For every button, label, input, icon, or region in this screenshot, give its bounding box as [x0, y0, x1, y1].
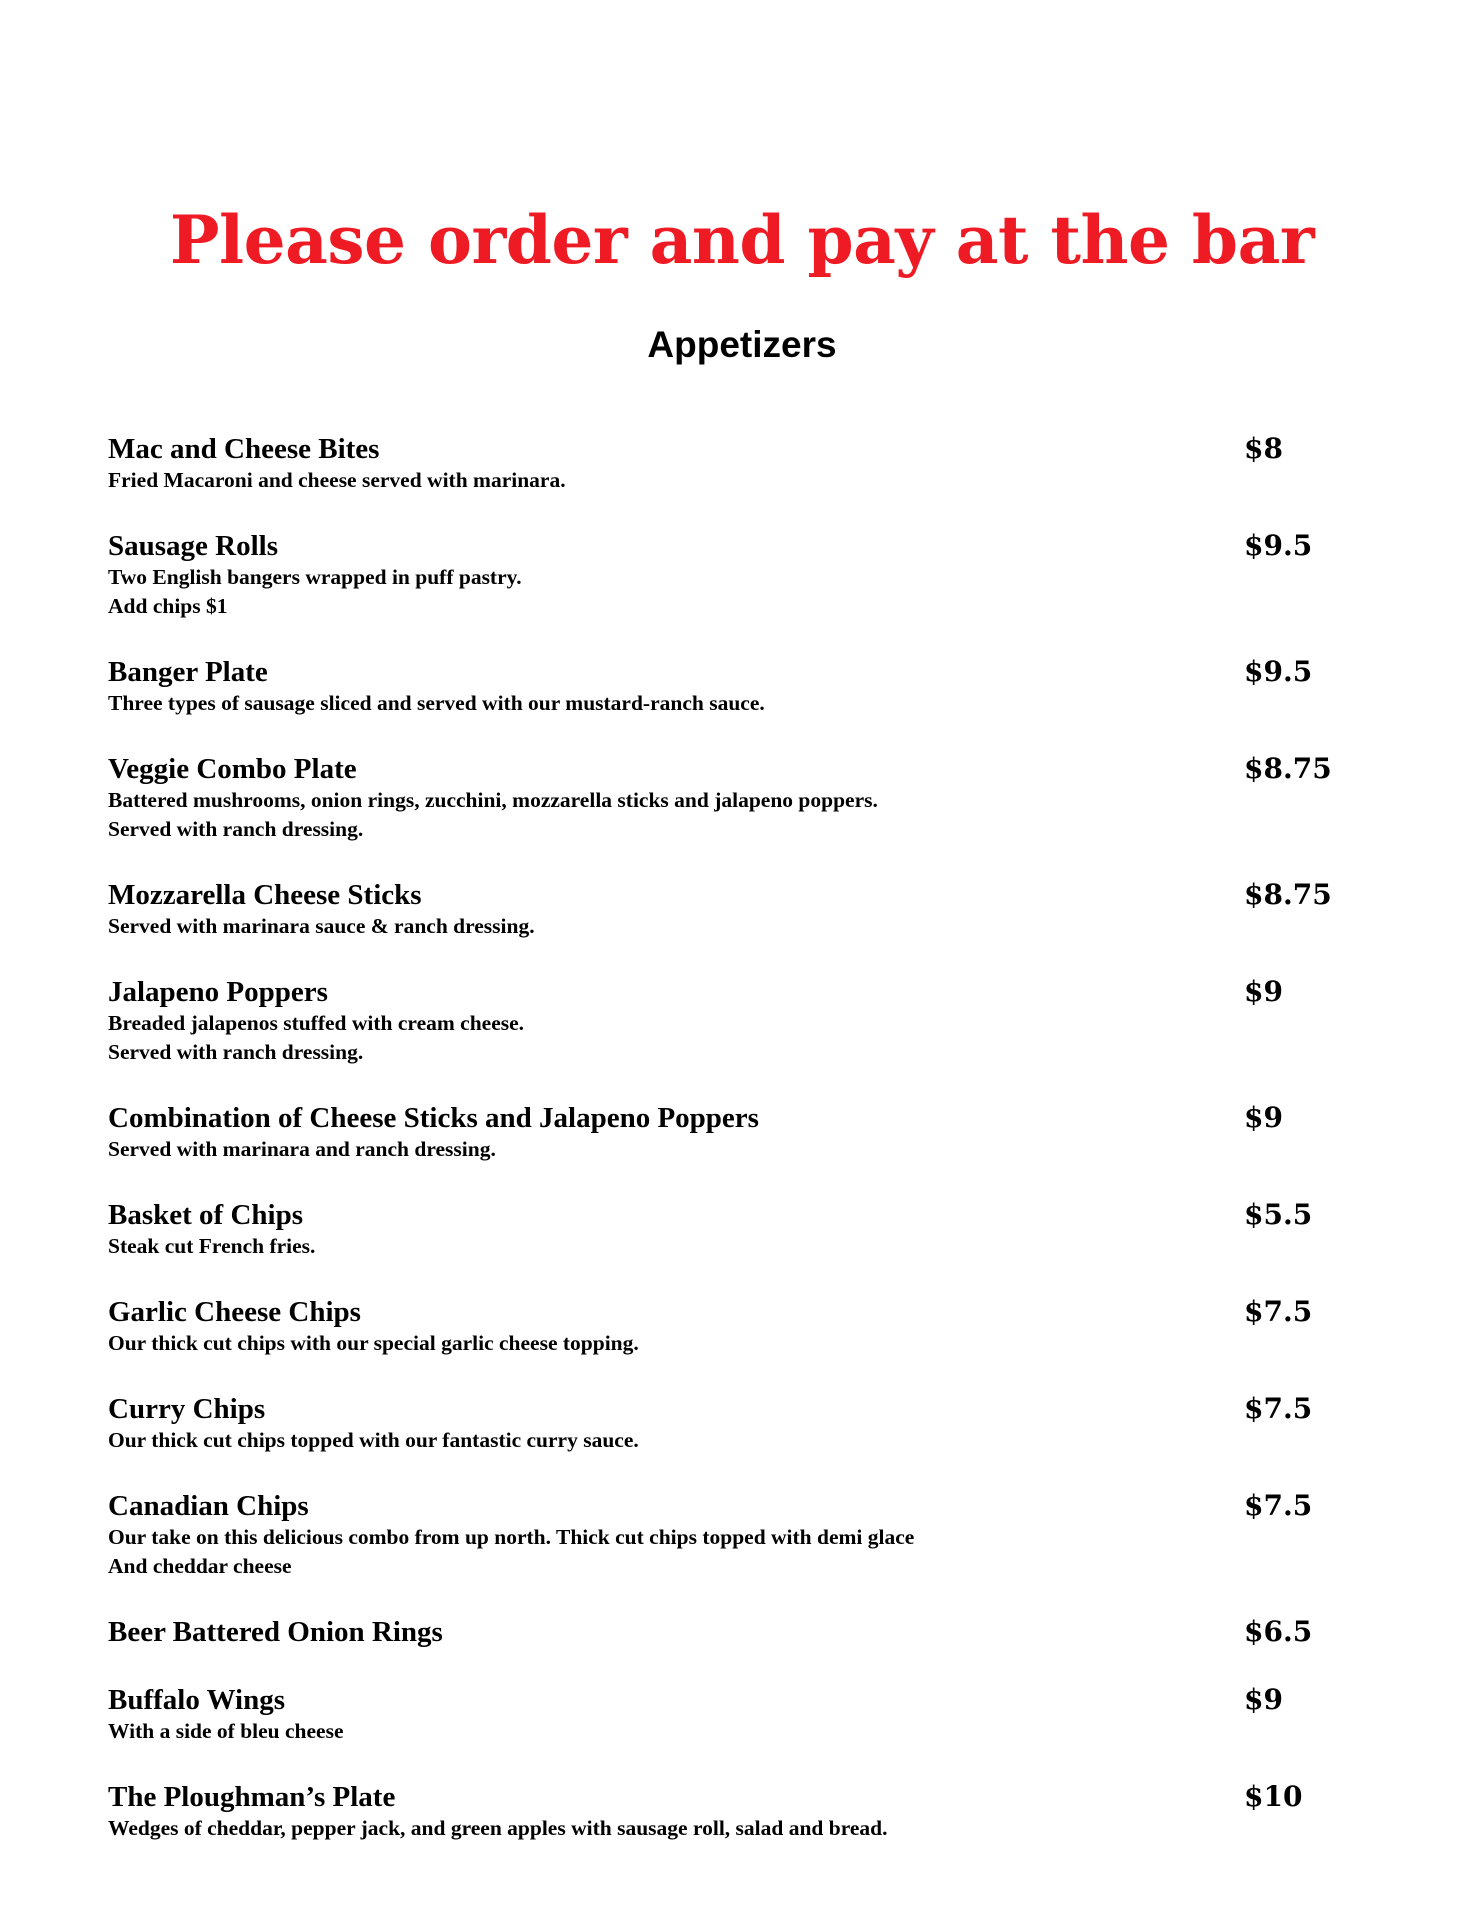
item-name: Beer Battered Onion Rings	[108, 1616, 443, 1648]
item-description: Our take on this delicious combo from up north. Thick cut chips topped with demi glace	[108, 1525, 915, 1549]
item-price: $9.5	[1244, 529, 1313, 562]
menu-item	[108, 1295, 1378, 1358]
item-description: Served with marinara and ranch dressing.	[108, 1137, 496, 1161]
menu-item	[108, 878, 1378, 941]
item-name: Sausage Rolls	[108, 530, 279, 562]
item-name: Veggie Combo Plate	[108, 753, 357, 785]
menu-item	[108, 752, 1378, 844]
item-name: Mac and Cheese Bites	[108, 433, 380, 465]
item-price: $9.5	[1244, 655, 1313, 688]
item-price: $7.5	[1244, 1295, 1313, 1328]
menu-item	[108, 1198, 1378, 1261]
item-price: $9	[1244, 1101, 1283, 1134]
item-description: Served with ranch dressing.	[108, 1040, 364, 1064]
menu-item	[108, 1101, 1378, 1164]
item-name: Basket of Chips	[108, 1199, 303, 1231]
item-description: Two English bangers wrapped in puff pastry.	[108, 565, 522, 589]
menu-item	[108, 432, 1378, 495]
item-name: Garlic Cheese Chips	[108, 1296, 361, 1328]
item-description: Fried Macaroni and cheese served with marinara.	[108, 468, 566, 492]
item-description: Wedges of cheddar, pepper jack, and green apples with sausage roll, salad and bread.	[108, 1816, 888, 1840]
item-description: Three types of sausage sliced and served with our mustard-ranch sauce.	[108, 691, 765, 715]
menu-list	[108, 432, 1378, 1877]
item-price: $7.5	[1244, 1489, 1313, 1522]
item-name: Banger Plate	[108, 656, 268, 688]
menu-item	[108, 1780, 1378, 1843]
item-name: Buffalo Wings	[108, 1684, 286, 1716]
banner-heading: Please order and pay at the bar	[169, 201, 1315, 279]
item-description: With a side of bleu cheese	[108, 1719, 344, 1743]
item-name: Mozzarella Cheese Sticks	[108, 879, 422, 911]
item-description: Steak cut French fries.	[108, 1234, 316, 1258]
item-price: $9	[1244, 975, 1283, 1008]
menu-item	[108, 1392, 1378, 1455]
item-name: The Ploughman’s Plate	[108, 1781, 396, 1813]
item-description: Our thick cut chips with our special garlic cheese topping.	[108, 1331, 639, 1355]
item-description: Served with ranch dressing.	[108, 817, 364, 841]
item-name: Combination of Cheese Sticks and Jalapeno Poppers	[108, 1102, 759, 1134]
item-description: Breaded jalapenos stuffed with cream cheese.	[108, 1011, 525, 1035]
item-price: $7.5	[1244, 1392, 1313, 1425]
menu-item	[108, 529, 1378, 621]
item-description: Battered mushrooms, onion rings, zucchini, mozzarella sticks and jalapeno poppers.	[108, 788, 878, 812]
item-price: $8.75	[1244, 752, 1332, 785]
item-price: $8	[1244, 432, 1283, 465]
item-description: Add chips $1	[108, 594, 228, 618]
menu-item	[108, 975, 1378, 1067]
item-name: Jalapeno Poppers	[108, 976, 328, 1008]
item-price: $8.75	[1244, 878, 1332, 911]
section-title: Appetizers	[647, 324, 837, 365]
item-price: $5.5	[1244, 1198, 1313, 1231]
menu-item	[108, 1615, 1378, 1649]
menu-item	[108, 1489, 1378, 1581]
item-price: $10	[1244, 1780, 1303, 1813]
menu-item	[108, 1683, 1378, 1746]
item-description: Served with marinara sauce & ranch dressing.	[108, 914, 535, 938]
menu-item	[108, 655, 1378, 718]
item-name: Curry Chips	[108, 1393, 266, 1425]
item-name: Canadian Chips	[108, 1490, 309, 1522]
item-description: Our thick cut chips topped with our fantastic curry sauce.	[108, 1428, 639, 1452]
item-price: $9	[1244, 1683, 1283, 1716]
item-price: $6.5	[1244, 1615, 1313, 1648]
item-description: And cheddar cheese	[108, 1554, 292, 1578]
